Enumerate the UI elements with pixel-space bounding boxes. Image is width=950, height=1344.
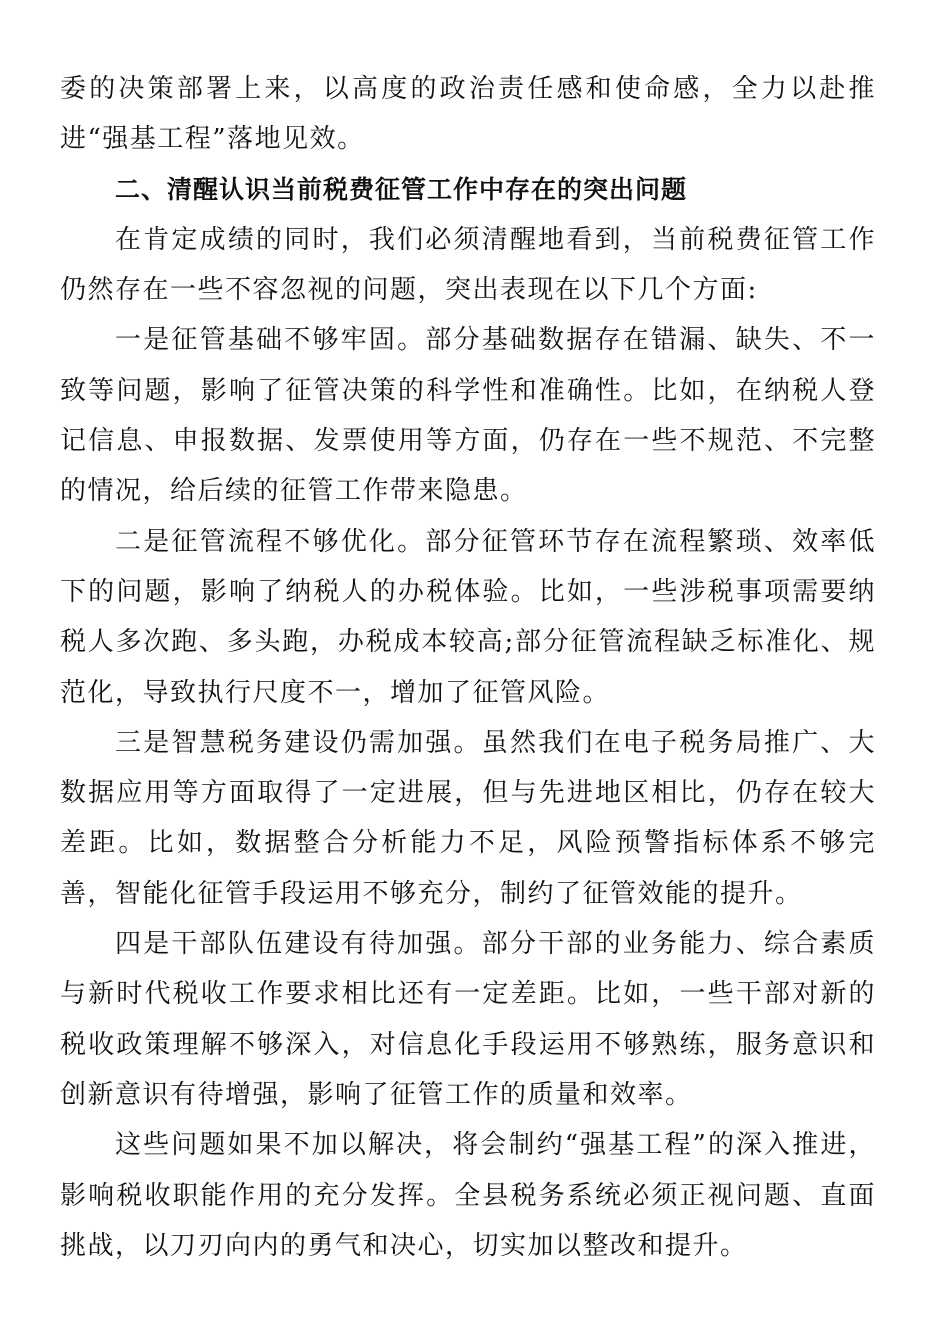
paragraph-issue-2: 二是征管流程不够优化。部分征管环节存在流程繁琐、效率低下的问题，影响了纳税人的办税体验。比如，一些涉税事项需要纳税人多次跑、多头跑，办税成本较高;部分征管流程缺乏标准化、规范化，导致执行尺度不一，增加了征管风险。 <box>60 526 876 708</box>
paragraph-intro: 在肯定成绩的同时，我们必须清醒地看到，当前税费征管工作仍然存在一些不容忽视的问题，突出表现在以下几个方面: <box>60 224 876 306</box>
paragraph-issue-1: 一是征管基础不够牢固。部分基础数据存在错漏、缺失、不一致等问题，影响了征管决策的科学性和准确性。比如，在纳税人登记信息、申报数据、发票使用等方面，仍存在一些不规范、不完整的情况，给后续的征管工作带来隐患。 <box>60 325 876 507</box>
section-heading: 二、清醒认识当前税费征管工作中存在的突出问题 <box>115 174 688 204</box>
document-page <box>60 64 876 1271</box>
paragraph-issue-4: 四是干部队伍建设有待加强。部分干部的业务能力、综合素质与新时代税收工作要求相比还有一定差距。比如，一些干部对新的税收政策理解不够深入，对信息化手段运用不够熟练，服务意识和创新意识有待增强，影响了征管工作的质量和效率。 <box>60 929 876 1110</box>
paragraph-issue-3: 三是智慧税务建设仍需加强。虽然我们在电子税务局推广、大数据应用等方面取得了一定进展，但与先进地区相比，仍存在较大差距。比如，数据整合分析能力不足，风险预警指标体系不够完善，智能化征管手段运用不够充分，制约了征管效能的提升。 <box>60 727 876 909</box>
paragraph-continuation: 委的决策部署上来，以高度的政治责任感和使命感，全力以赴推进“强基工程”落地见效。 <box>60 74 876 155</box>
paragraph-conclusion: 这些问题如果不加以解决，将会制约“强基工程”的深入推进，影响税收职能作用的充分发挥。全县税务系统必须正视问题、直面挑战，以刀刃向内的勇气和决心，切实加以整改和提升。 <box>60 1130 876 1261</box>
